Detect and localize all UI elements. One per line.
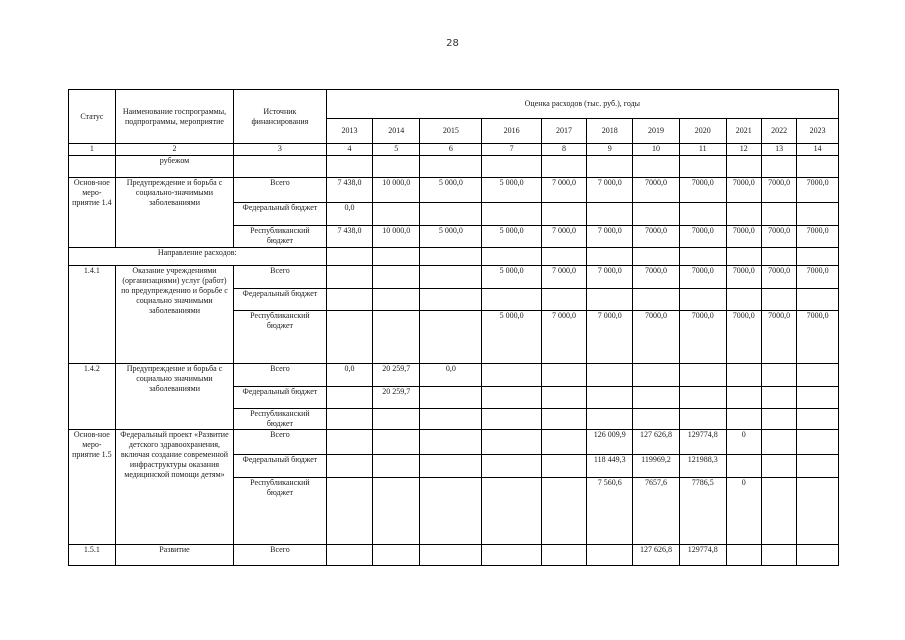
source-cell: Всего <box>234 364 326 387</box>
value-cell: 7000,0 <box>726 266 761 289</box>
value-cell: 127 626,8 <box>633 430 680 455</box>
name-cell: Предупреждение и борьба с социально-значимыми заболеваниями <box>115 178 233 248</box>
table-row <box>69 266 839 289</box>
value-cell: 127 626,8 <box>633 545 680 566</box>
value-cell: 7 000,0 <box>587 266 633 289</box>
value-cell <box>587 545 633 566</box>
value-cell <box>679 387 726 409</box>
empty-cell <box>587 156 633 178</box>
value-cell <box>420 387 482 409</box>
value-cell <box>326 289 373 311</box>
year-header: 2017 <box>541 119 587 144</box>
column-number: 2 <box>115 144 233 156</box>
value-cell: 129774,8 <box>679 430 726 455</box>
year-header: 2020 <box>679 119 726 144</box>
year-header: 2016 <box>482 119 541 144</box>
value-cell: 7000,0 <box>761 178 796 203</box>
column-number: 3 <box>234 144 326 156</box>
value-cell <box>373 266 420 289</box>
value-cell <box>797 289 839 311</box>
empty-cell <box>726 248 761 266</box>
value-cell <box>541 387 587 409</box>
value-cell <box>797 455 839 478</box>
value-cell: 7 000,0 <box>541 226 587 248</box>
value-cell <box>761 387 796 409</box>
value-cell <box>797 364 839 387</box>
value-cell <box>587 409 633 430</box>
empty-cell <box>633 248 680 266</box>
year-header: 2023 <box>797 119 839 144</box>
value-cell <box>541 430 587 455</box>
value-cell <box>420 266 482 289</box>
value-cell <box>633 289 680 311</box>
empty-cell <box>373 248 420 266</box>
year-header: 2019 <box>633 119 680 144</box>
value-cell <box>541 364 587 387</box>
header-title: Оценка расходов (тыс. руб.), годы <box>326 90 838 119</box>
value-cell <box>587 364 633 387</box>
empty-cell <box>420 156 482 178</box>
column-number: 7 <box>482 144 541 156</box>
source-cell: Всего <box>234 266 326 289</box>
value-cell <box>633 203 680 226</box>
value-cell: 7000,0 <box>679 178 726 203</box>
value-cell <box>541 203 587 226</box>
table-row <box>69 364 839 387</box>
value-cell: 7000,0 <box>679 266 726 289</box>
empty-cell <box>679 248 726 266</box>
status-cell: 1.5.1 <box>69 545 116 566</box>
value-cell <box>373 289 420 311</box>
value-cell <box>726 203 761 226</box>
column-number: 13 <box>761 144 796 156</box>
column-number-row <box>69 144 839 156</box>
source-cell: Республиканский бюджет <box>234 311 326 364</box>
value-cell <box>420 289 482 311</box>
value-cell: 7000,0 <box>633 226 680 248</box>
value-cell <box>797 430 839 455</box>
value-cell <box>761 430 796 455</box>
column-number: 10 <box>633 144 680 156</box>
value-cell <box>679 409 726 430</box>
value-cell <box>633 409 680 430</box>
value-cell: 7 438,0 <box>326 178 373 203</box>
value-cell: 7000,0 <box>726 178 761 203</box>
column-number: 14 <box>797 144 839 156</box>
value-cell: 20 259,7 <box>373 387 420 409</box>
value-cell <box>587 387 633 409</box>
value-cell: 5 000,0 <box>482 178 541 203</box>
value-cell <box>679 364 726 387</box>
value-cell: 20 259,7 <box>373 364 420 387</box>
value-cell <box>326 455 373 478</box>
direction-row <box>69 248 839 266</box>
year-header: 2018 <box>587 119 633 144</box>
name-cell: Предупреждение и борьба с социально значимыми заболеваниями <box>115 364 233 430</box>
value-cell: 5 000,0 <box>420 226 482 248</box>
empty-cell <box>420 248 482 266</box>
empty-cell <box>797 248 839 266</box>
value-cell <box>633 364 680 387</box>
value-cell <box>482 203 541 226</box>
value-cell <box>797 545 839 566</box>
value-cell <box>420 203 482 226</box>
value-cell: 7 560,6 <box>587 478 633 545</box>
empty-cell <box>482 156 541 178</box>
value-cell: 129774,8 <box>679 545 726 566</box>
value-cell: 7000,0 <box>797 266 839 289</box>
header-source: Источник финансирования <box>234 90 326 144</box>
value-cell <box>679 203 726 226</box>
value-cell: 7 000,0 <box>541 311 587 364</box>
value-cell <box>761 478 796 545</box>
table-row <box>69 178 839 203</box>
value-cell: 0,0 <box>420 364 482 387</box>
value-cell <box>373 409 420 430</box>
value-cell: 7000,0 <box>679 226 726 248</box>
value-cell <box>541 545 587 566</box>
source-cell: Всего <box>234 430 326 455</box>
column-number: 5 <box>373 144 420 156</box>
value-cell <box>541 289 587 311</box>
value-cell <box>587 289 633 311</box>
value-cell <box>420 545 482 566</box>
value-cell <box>420 311 482 364</box>
value-cell <box>587 203 633 226</box>
header-row <box>69 90 839 119</box>
value-cell <box>761 545 796 566</box>
value-cell: 7000,0 <box>797 311 839 364</box>
value-cell <box>373 203 420 226</box>
value-cell <box>373 478 420 545</box>
value-cell: 7000,0 <box>633 311 680 364</box>
value-cell <box>482 430 541 455</box>
value-cell: 5 000,0 <box>482 226 541 248</box>
value-cell: 7 000,0 <box>587 226 633 248</box>
value-cell <box>679 289 726 311</box>
value-cell: 0,0 <box>326 364 373 387</box>
value-cell <box>633 387 680 409</box>
budget-table <box>68 89 839 566</box>
value-cell: 7000,0 <box>761 311 796 364</box>
column-number: 12 <box>726 144 761 156</box>
year-header: 2013 <box>326 119 373 144</box>
value-cell: 7000,0 <box>797 178 839 203</box>
value-cell: 7657,6 <box>633 478 680 545</box>
value-cell: 119969,2 <box>633 455 680 478</box>
value-cell <box>373 430 420 455</box>
value-cell <box>482 545 541 566</box>
status-cell: 1.4.1 <box>69 266 116 364</box>
status-cell <box>69 156 116 178</box>
value-cell: 7 000,0 <box>541 178 587 203</box>
value-cell: 7 000,0 <box>587 311 633 364</box>
value-cell <box>761 409 796 430</box>
table-row <box>69 430 839 455</box>
empty-cell <box>761 248 796 266</box>
page-number: 28 <box>446 38 459 49</box>
source-cell: Всего <box>234 545 326 566</box>
value-cell: 7 000,0 <box>587 178 633 203</box>
header-name: Наименование госпрограммы, подпрограммы, мероприятие <box>115 90 233 144</box>
year-header: 2022 <box>761 119 796 144</box>
year-header: 2021 <box>726 119 761 144</box>
name-cell: Оказание учреждениями (организациями) услуг (работ) по предупреждению и борьбе с социально значимыми заболеваниями <box>115 266 233 364</box>
empty-cell <box>679 156 726 178</box>
value-cell <box>326 311 373 364</box>
column-number: 11 <box>679 144 726 156</box>
table-row <box>69 156 839 178</box>
value-cell: 7000,0 <box>726 226 761 248</box>
value-cell <box>797 409 839 430</box>
name-cell: Развитие <box>115 545 233 566</box>
value-cell: 0 <box>726 478 761 545</box>
empty-cell <box>234 156 326 178</box>
value-cell <box>420 478 482 545</box>
empty-cell <box>633 156 680 178</box>
value-cell <box>420 430 482 455</box>
year-header: 2015 <box>420 119 482 144</box>
value-cell <box>482 387 541 409</box>
name-cell: рубежом <box>115 156 233 178</box>
value-cell <box>482 289 541 311</box>
value-cell <box>541 478 587 545</box>
empty-cell <box>373 156 420 178</box>
value-cell <box>482 455 541 478</box>
empty-cell <box>326 248 373 266</box>
value-cell: 121988,3 <box>679 455 726 478</box>
value-cell <box>373 455 420 478</box>
value-cell: 7786,5 <box>679 478 726 545</box>
value-cell <box>373 545 420 566</box>
status-cell: Основ-ное меро-приятие 1.4 <box>69 178 116 248</box>
value-cell <box>482 478 541 545</box>
column-number: 4 <box>326 144 373 156</box>
column-number: 8 <box>541 144 587 156</box>
value-cell <box>326 545 373 566</box>
source-cell: Республиканский бюджет <box>234 478 326 545</box>
value-cell: 7000,0 <box>633 266 680 289</box>
value-cell <box>797 387 839 409</box>
value-cell: 7000,0 <box>761 266 796 289</box>
name-cell: Федеральный проект «Развитие детского здравоохранения, включая создание современной инфраструктуры оказания медицинской помощи детям» <box>115 430 233 545</box>
source-cell: Всего <box>234 178 326 203</box>
value-cell <box>761 364 796 387</box>
status-cell: Основ-ное меро-приятие 1.5 <box>69 430 116 545</box>
value-cell <box>326 409 373 430</box>
source-cell: Федеральный бюджет <box>234 203 326 226</box>
value-cell: 7000,0 <box>761 226 796 248</box>
value-cell <box>482 409 541 430</box>
value-cell: 5 000,0 <box>420 178 482 203</box>
value-cell: 7 438,0 <box>326 226 373 248</box>
column-number: 1 <box>69 144 116 156</box>
value-cell: 0,0 <box>326 203 373 226</box>
value-cell <box>797 203 839 226</box>
empty-cell <box>587 248 633 266</box>
value-cell: 7 000,0 <box>541 266 587 289</box>
value-cell <box>541 409 587 430</box>
table-row <box>69 545 839 566</box>
value-cell <box>373 311 420 364</box>
value-cell <box>482 364 541 387</box>
value-cell <box>726 545 761 566</box>
value-cell: 118 449,3 <box>587 455 633 478</box>
value-cell <box>726 387 761 409</box>
empty-cell <box>541 248 587 266</box>
value-cell <box>726 455 761 478</box>
value-cell: 10 000,0 <box>373 226 420 248</box>
value-cell <box>541 455 587 478</box>
empty-cell <box>326 156 373 178</box>
value-cell <box>326 266 373 289</box>
value-cell: 5 000,0 <box>482 311 541 364</box>
empty-cell <box>541 156 587 178</box>
value-cell <box>326 478 373 545</box>
header-status: Статус <box>69 90 116 144</box>
year-header: 2014 <box>373 119 420 144</box>
value-cell: 5 000,0 <box>482 266 541 289</box>
column-number: 9 <box>587 144 633 156</box>
column-number: 6 <box>420 144 482 156</box>
value-cell <box>761 455 796 478</box>
value-cell <box>326 430 373 455</box>
source-cell: Федеральный бюджет <box>234 455 326 478</box>
value-cell: 0 <box>726 430 761 455</box>
value-cell <box>761 203 796 226</box>
source-cell: Республиканский бюджет <box>234 409 326 430</box>
value-cell <box>726 289 761 311</box>
empty-cell <box>726 156 761 178</box>
source-cell: Федеральный бюджет <box>234 387 326 409</box>
value-cell <box>761 289 796 311</box>
direction-label: Направление расходов: <box>69 248 327 266</box>
value-cell: 7000,0 <box>633 178 680 203</box>
empty-cell <box>761 156 796 178</box>
value-cell <box>326 387 373 409</box>
value-cell <box>797 478 839 545</box>
empty-cell <box>482 248 541 266</box>
source-cell: Федеральный бюджет <box>234 289 326 311</box>
value-cell <box>420 455 482 478</box>
value-cell: 7000,0 <box>679 311 726 364</box>
source-cell: Республиканский бюджет <box>234 226 326 248</box>
value-cell: 10 000,0 <box>373 178 420 203</box>
value-cell: 126 009,9 <box>587 430 633 455</box>
value-cell: 7000,0 <box>797 226 839 248</box>
status-cell: 1.4.2 <box>69 364 116 430</box>
value-cell: 7000,0 <box>726 311 761 364</box>
value-cell <box>726 409 761 430</box>
value-cell <box>726 364 761 387</box>
value-cell <box>420 409 482 430</box>
empty-cell <box>797 156 839 178</box>
